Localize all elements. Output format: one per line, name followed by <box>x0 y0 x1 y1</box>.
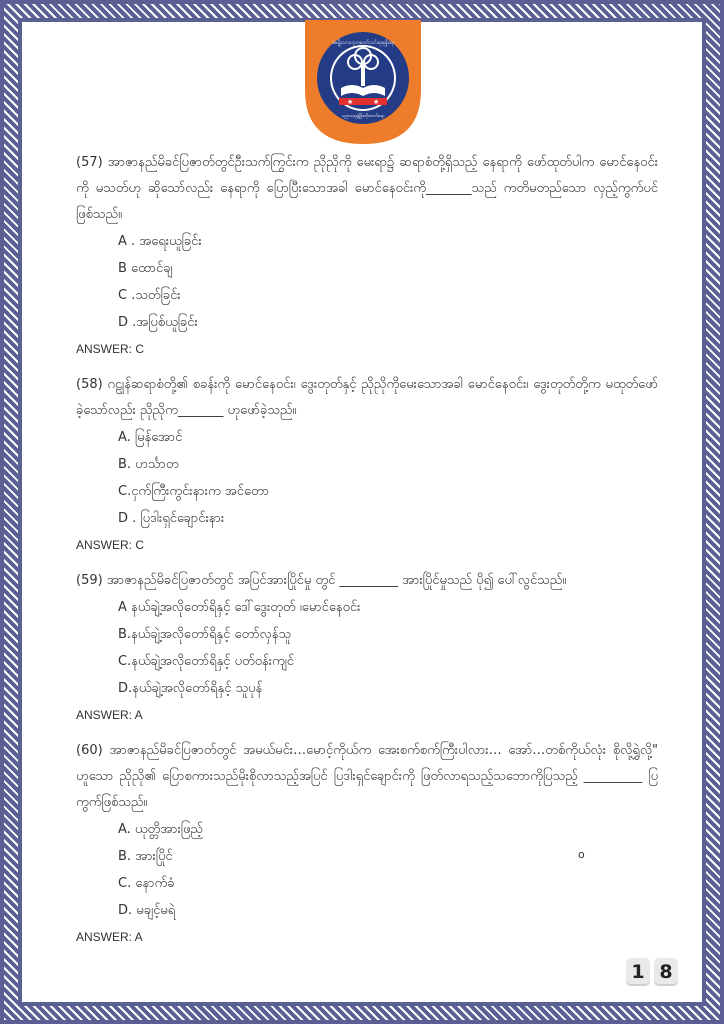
svg-text:★: ★ <box>347 98 354 106</box>
page-number-digit: 8 <box>654 958 678 986</box>
option-d: D.နယ်ချဲ့အလိုတော်ရိနှင့် သူပုန် <box>118 681 263 696</box>
option-b: B ထောင်ချ <box>118 261 173 276</box>
answer-line: ANSWER: A <box>76 708 143 722</box>
page-number-digit: 1 <box>626 958 650 986</box>
option-d: D . ပြဒါးရှင်ချောင်းနား <box>118 511 225 526</box>
option-b: B. ဟင်္သာတ <box>118 457 179 472</box>
school-logo <box>305 20 421 144</box>
option-a: A နယ်ချဲ့အလိုတော်ရိနှင့် ဒေါ်ဒွေးတုတ် ၊မောင်နေဝင်း <box>118 600 361 615</box>
option-b: B.နယ်ချဲ့အလိုတော်ရိနှင့် တော်လှန်သူ <box>118 627 292 642</box>
stray-mark: o <box>578 848 585 861</box>
answer-line: ANSWER: C <box>76 342 145 356</box>
logo-bottom-text: ပညာရေးဖွံ့ဖြိုးတိုးတက်ရေး <box>341 114 385 119</box>
question-block <box>76 568 658 726</box>
svg-text:★: ★ <box>373 98 380 106</box>
question-block <box>76 372 658 556</box>
question-text: (57) အာဇာနည်မိခင်ပြဇာတ်တွင်ဦးသက်ကြွင်းက ညိုညိုကို မေးရာ၌ ဆရာစံတို့ရှိသည့် နေရာကို ဖော်ထုတ်ပါက မောင်နေဝင်းကို မသတ်ဟု ဆိုသော်လည်း နေရာကို ပြောပြီးသောအခါ မောင်နေဝင်းကို_______သည် ကတိမတည်သော လှည့်ကွက်ပင်ဖြစ်သည်။ <box>76 155 658 222</box>
option-c: C.နယ်ချဲ့အလိုတော်ရိနှင့် ပတ်ဝန်းကျင် <box>118 654 295 669</box>
option-a: A. မြန်အောင် <box>118 430 183 445</box>
question-block <box>76 150 658 360</box>
question-text: (59) အာဇာနည်မိခင်ပြဇာတ်တွင် အပြင်အားပြိုင်မှု တွင် _________ အားပြိုင်မှုသည် ပို၍ ပေါ်လွင်သည်။ <box>76 573 567 588</box>
question-text: (60) အာဇာနည်မိခင်ပြဇာတ်တွင် အမယ်မင်း…မောင့်ကိုယ်က အေးစက်စက်ကြီးပါလား… အော်…တစ်ကိုယ်လုံး စိုလို့ရွှဲလို့" ဟူသော ညိုညို၏ ပြောစကားသည်မိုးစိုလာသည့်အပြင် ပြဒါးရှင်ချောင်းကို ဖြတ်လာရသည့်သဘောကိုပြသည့် _________ ပြကွက်ဖြစ်သည်။ <box>76 743 658 810</box>
option-d: D. မချင့်မရဲ <box>118 903 176 918</box>
option-c: C. နောက်ခံ <box>118 876 175 891</box>
question-block <box>76 738 658 948</box>
question-list <box>76 150 658 960</box>
logo-top-text: အမျိုးသားပညာတော်သင်ဆုရရှိရေး <box>331 40 395 46</box>
option-c: C .သတ်ခြင်း <box>118 288 181 303</box>
option-a: A . အရေးယူခြင်း <box>118 234 202 249</box>
question-text: (58) ဂဠုန်ဆရာစံတို့၏ စခန်းကို မောင်နေဝင်း၊ ဒွေးတုတ်နှင့် ညိုညိုကိုမေးသောအခါ မောင်နေဝင်း၊ ဒွေးတုတ်တို့က မထုတ်ဖော်ခဲ့သော်လည်း ညိုညိုက_______ ဟုဖော်ခဲ့သည်။ <box>76 377 658 418</box>
option-c: C.ငှက်ကြီးကွင်းနားက အင်တော <box>118 484 270 499</box>
option-d: D .အပြစ်ယူခြင်း <box>118 315 198 330</box>
option-b: B. အားပြိုင် <box>118 849 173 864</box>
page-number <box>626 958 678 986</box>
answer-line: ANSWER: C <box>76 538 145 552</box>
answer-line: ANSWER: A <box>76 930 143 944</box>
option-a: A. ယုတ္တိအားဖြည့် <box>118 822 203 837</box>
